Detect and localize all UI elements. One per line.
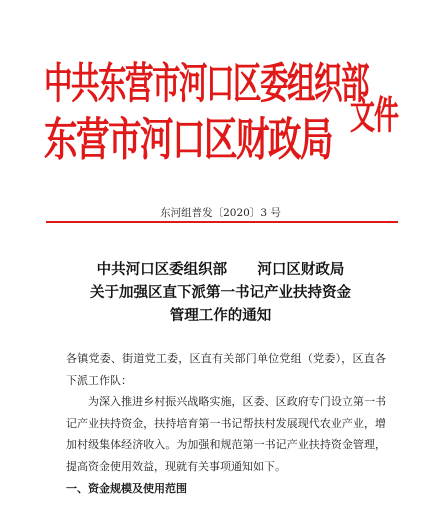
salutation: 各镇党委、街道党工委，区直有关部门单位党组（党委），区直各下派工作队：: [66, 352, 386, 387]
title-line-1: 中共河口区委组织部 河口区财政局: [96, 261, 345, 278]
title-line-2: 关于加强区直下派第一书记产业扶持资金: [90, 284, 351, 301]
document-number: 东河组普发〔2020〕3 号: [160, 207, 281, 219]
document-title: [0, 258, 441, 327]
red-divider-rule: [46, 221, 398, 223]
red-header: [44, 57, 400, 178]
section-heading: 一、资金规模及使用范围: [66, 481, 187, 495]
document-body: [66, 348, 386, 499]
header-document-suffix: 文件: [350, 92, 399, 138]
body-paragraph: 为深入推进乡村振兴战略实施，区委、区政府专门设立第一书记产业扶持资金，扶持培育第一书记帮扶村发展现代农业产业，增加村级集体经济收入。为加强和规范第一书记产业扶持资金管理，提高资金使用效益，现就有关事项通知如下。: [66, 395, 386, 473]
header-issuer-line-2: 东营市河口区财政局: [44, 112, 332, 166]
header-issuer-line-1: 中共东营市河口区委组织部: [44, 57, 369, 109]
title-line-3: 管理工作的通知: [169, 307, 272, 324]
